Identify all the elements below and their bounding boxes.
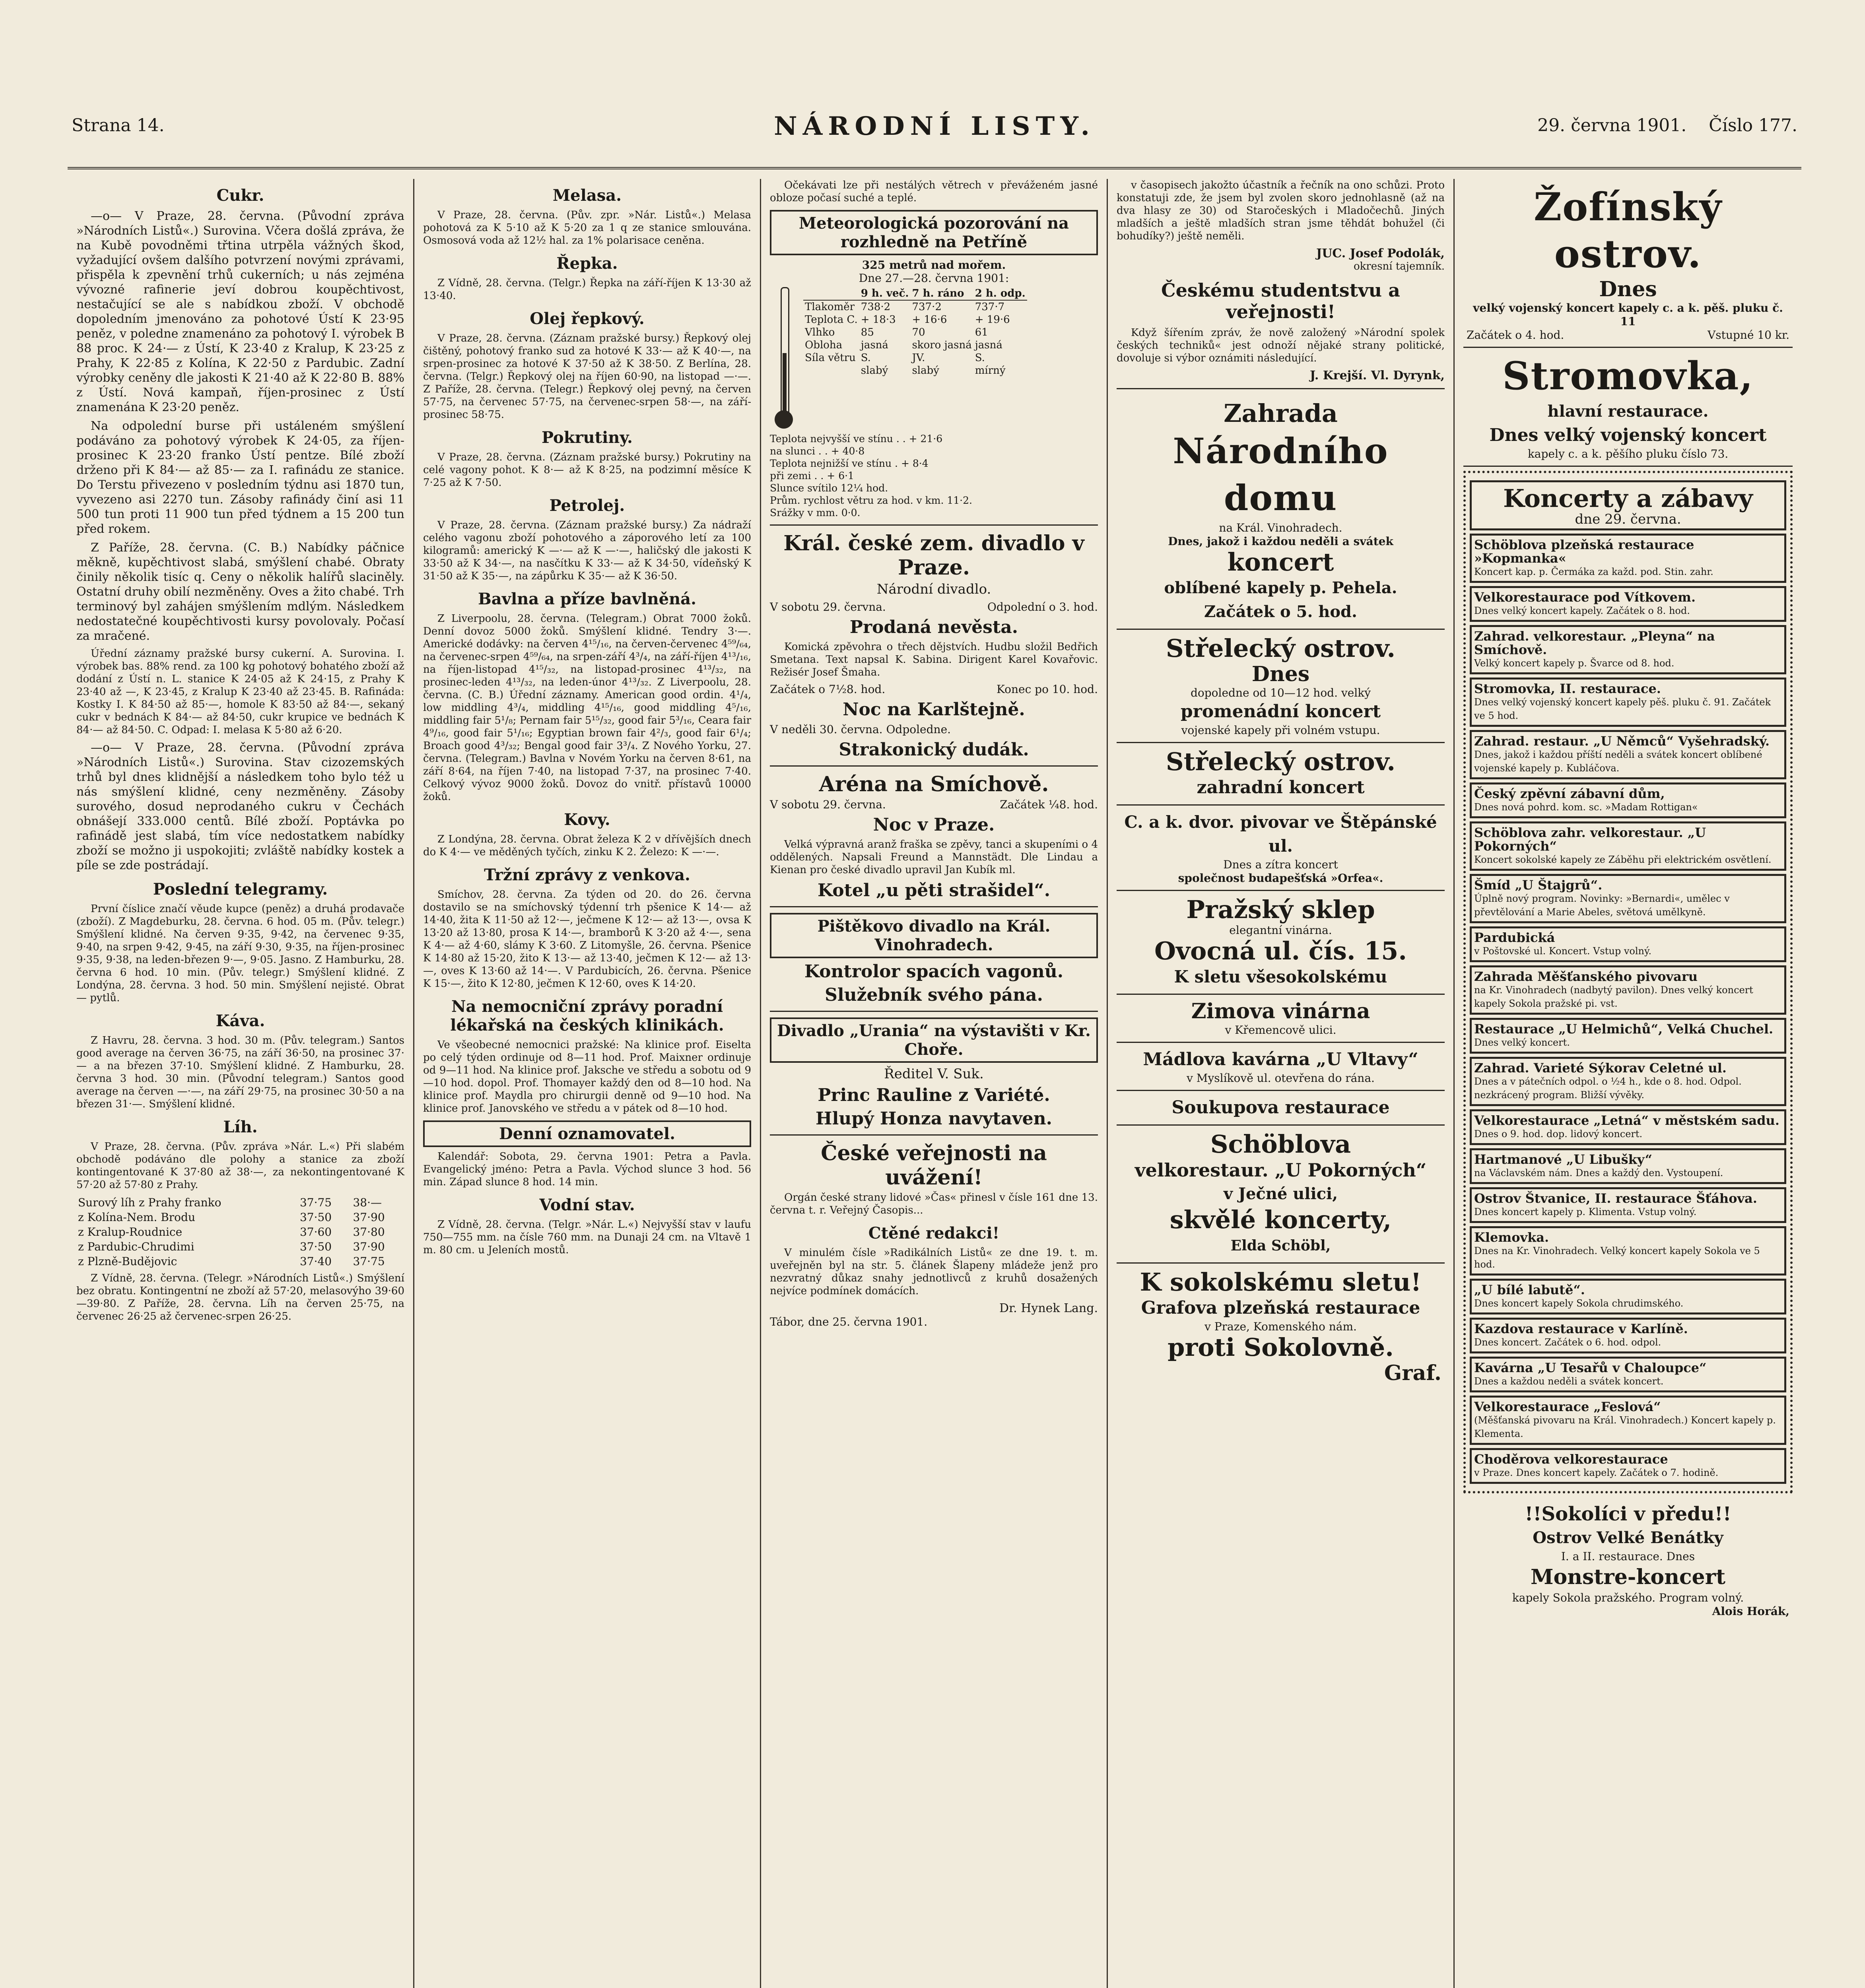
- listing-item: Pardubická v Poštovské ul. Koncert. Vstup volný.: [1470, 926, 1786, 962]
- ad-title: Schöblova: [1210, 1130, 1351, 1159]
- ad-madlova: [1117, 1043, 1445, 1091]
- ad-text: zahradní koncert: [1197, 777, 1365, 798]
- column-5-advertisements: [1455, 179, 1801, 1988]
- listing-item: Velkorestaurace pod Vítkovem. Dnes velký koncert kapely. Začátek o 8. hod.: [1470, 586, 1786, 622]
- play-title: Kontrolor spacích vagonů.: [804, 961, 1064, 982]
- ad-title: proti Sokolovně.: [1168, 1333, 1394, 1362]
- listing-item: Zahrad. restaur. „U Němců“ Vyšehradský. Dnes, jakož i každou příští neděli a svátek koncert oblíbené vojenské kapely p. Kubláčova.: [1470, 730, 1786, 779]
- article-title: České veřejnosti na uvážení!: [821, 1141, 1047, 1190]
- observations-date: Dne 27.—28. června 1901:: [859, 272, 1009, 285]
- ad-title: Soukupova restaurace: [1171, 1097, 1390, 1118]
- ad-narodni-dum: [1117, 395, 1445, 630]
- newspaper-title: NÁRODNÍ LISTY.: [774, 111, 1095, 141]
- listings-header: [1470, 480, 1786, 530]
- ad-schoblova: [1117, 1126, 1445, 1264]
- arena-title: Aréna na Smíchově.: [819, 772, 1049, 796]
- section-heading: Bavlna a příze bavlněná.: [478, 590, 697, 608]
- section-heading: Olej řepkový.: [530, 309, 645, 328]
- table-row: z Plzně-Budějovic 37·40 37·75: [78, 1255, 385, 1268]
- ad-text: promenádní koncert: [1180, 701, 1381, 722]
- section-text: Ve všeobecné nemocnici pražské: Na klinice prof. Eiselta po celý týden ordinuje od 8—11 hod. Prof. Maixner ordinuje od 9—11 hod. Na klinice prof. Jaksche ve středu a sobotu od 9—10 hod. dopol. Prof. Thomayer každý den od 8—10 hod. Na klinice prof. Maydla pro chirurgii denně od 9—10 hod. Na klinice prof. Janovského ve středu a v pátek od 8—10 hod.: [423, 1039, 751, 1114]
- listing-item: Stromovka, II. restaurace. Dnes velký vojenský koncert kapely pěš. pluku č. 91. Začátek ve 5 hod.: [1470, 678, 1786, 727]
- ad-zimova: [1117, 995, 1445, 1043]
- ad-title: Pražský sklep: [1186, 895, 1375, 924]
- ad-strelecky-ostrov-2: [1117, 743, 1445, 806]
- ad-soukupova: [1117, 1091, 1445, 1126]
- signature: JUC. Josef Podolák,: [1316, 247, 1445, 260]
- listing-item: Hartmanové „U Libušky“ na Václavském nám. Dnes a každý den. Vystoupení.: [1470, 1148, 1786, 1184]
- table-row: Surový líh z Prahy franko 37·75 38·—: [78, 1196, 382, 1209]
- ad-title: koncert: [1227, 547, 1334, 577]
- section-heading: Na nemocniční zprávy poradní lékařská na českých klinikách.: [450, 997, 724, 1035]
- ad-text: kapely c. a k. pěšího pluku číslo 73.: [1527, 447, 1729, 460]
- signature-role: okresní tajemník.: [1353, 260, 1445, 272]
- table-row: z Kolína-Nem. Brodu 37·50 37·90: [78, 1211, 385, 1224]
- observations-extra: Teplota nejvyšší ve stínu . . + 21·6 na slunci . . + 40·8 Teplota nejnižší ve stínu . + 8·4 při zemi . . + 6·1 Slunce svítilo 12¼ hod. Prům. rychlost větru za hod. v km. 11·2. Srážky v mm. 0·0.: [770, 433, 972, 518]
- listing-item: Šmíd „U Štajgrů“. Úplně nový program. Novinky: »Bernardi«, umělec v převtělování a Marie Abeles, světová umělkyně.: [1470, 874, 1786, 923]
- listings-date: dne 29. června.: [1575, 511, 1681, 527]
- play-title: Strakonický dudák.: [839, 740, 1029, 760]
- observations-subtitle: 325 metrů nad mořem.: [862, 258, 1006, 272]
- section-text: V Praze, 28. června. (Záznam pražské bursy.) Pokrutiny na celé vagony pohot. K 8·— až K 8·25, na podzimní měsíce K 7·25 až K 7·50.: [423, 451, 751, 489]
- section-text: Smíchov, 28. června. Za týden od 20. do 26. června dostavilo se na smíchovský týdenní trh pšenice K 14·— až 14·40, žita K 11·50 až 12·—, ječmene K 12·— až 13·—, ovsa K 13·20 až 13·80, prosa K 14·—, bramborů K 3·20 až 4·—, sena K 4·— až 4·60, slámy K 3·60. Z Litomyšle, 26. června. Pšenice K 14·80 až 15·20, žito K 13·— až 13·40, ječmen K 12·— až 13·—, oves K 13·60 až 14·—. V Pardubicích, 26. června. Pšenice K 15·—, žito K 12·80, ječmen K 12·60, oves K 14·20.: [423, 889, 751, 990]
- listing-item: Český zpěvní zábavní dům, Dnes nová pohrd. kom. sc. »Madam Rottigan«: [1470, 782, 1786, 818]
- table-row: z Kralup-Roudnice 37·60 37·80: [78, 1225, 385, 1239]
- play-title: Princ Rauline z Variété.: [818, 1085, 1050, 1105]
- signature: Alois Horák,: [1712, 1605, 1789, 1618]
- column-4-advertisements: [1108, 179, 1455, 1988]
- section-text: Úřední záznamy pražské bursy cukerní. A. Surovina. I. výrobek bas. 88% rend. za 100 kg pohotový bohatého zboží až dodání z Ústí n. L. stanice K 24·05 až K 24·15, z Prahy K 23·40 až —, K 23·45, z Kralup K 23·40 až 23·45. B. Rafináda: Kostky I. K 84·50 až 85·—, homole K 83·50 až 84·—, sekaný cukr v bednách K 84·— až 84·50, cukr krupice ve bednách K 84·— až 84·50. C. Odpad: I. melasa K 5·80 až 6·20.: [76, 648, 404, 736]
- section-text: Na odpolední burse při ustáleném smýšlení podáváno za pohotový výrobek K 24·05, za říjen-prosinec K 23·20 franko Ústí pentze. Bílé zboží drženo při K 84·— až 85·— za I. rafinádu ze stanice. Do Terstu přivezeno v posledním týdnu asi 1870 tun, vyvezeno asi 2270 tun. Zásoby rafinády činí asi 11 500 tun proti 11 900 tun před týdnem a 15 200 tun před rokem.: [76, 419, 404, 536]
- table-row: Tlakoměr 738·2 737·2 737·7: [805, 301, 1005, 313]
- section-text: V Praze, 28. června. (Pův. zpráva »Nár. L.«) Při slabém obchodě podáváno dle polohy a stanice za zboží kontingentované K 37·80 až 38·—, za nekontingentované K 57·20 až 57·80 z Prahy.: [76, 1141, 404, 1191]
- ad-pivovar: [1117, 806, 1445, 891]
- section-text: První číslice značí věude kupce (peněz) a druhá prodavače (zboží). Z Magdeburku, 28. června. 6 hod. 05 m. (Pův. telegr.) Smýšlení klidné. Na červen 9·35, 9·42, na červenec 9·35, 9·40, na srpen 9·42, 9·45, na září 9·30, 9·35, na říjen-prosinec 9·35, 9·38, na leden-březen 9·—, 9·05. Jasno. Z Hamburku, 28. června 6 hod. 10 min. (Pův. telegr.) Smýšlení klidné. Z Londýna, 28. června. 3 hod. 50 min. Smýšlení nejisté. Obrat — pytlů.: [76, 903, 404, 1004]
- ad-title: Střelecký ostrov.: [1166, 747, 1396, 776]
- section-text: V Praze, 28. června. (Záznam pražské bursy.) Řepkový olej čištěný, pohotový franko sud za hotové K 33·— až K 40·—, na srpen-prosinec za hotové K 37·50 až K 38·50. Z Berlína, 28. června. (Telgr.) Řepkový olej na říjen 60·90, na listopad —·—. Z Paříže, 28. června. (Telegr.) Řepkový olej pevný, na červen 57·75, na červenec 57·75, na červenec-srpen 58·—, na září-prosinec 58·75.: [423, 332, 751, 421]
- ad-text: Dnes: [1251, 662, 1310, 686]
- play-title: Noc na Karlštejně.: [843, 699, 1025, 720]
- ad-title: Monstre-koncert: [1530, 1565, 1726, 1589]
- section-text: Z Havru, 28. června. 3 hod. 30 m. (Pův. telegram.) Santos good average na červen 36·75, na září 36·50, na prosinec 37·— a na březen 37·10. Smýšlení klidné. Z Hamburku, 28. června 3 hod. 30 min. (Původní telegram.) Santos good average na červen —·—, na září 29·75, na prosinec 30·50 a na březen 31·—. Smýšlení klidné.: [76, 1035, 404, 1110]
- section-text: Z Paříže, 28. června. (C. B.) Nabídky páčnice měkně, kupěchtivost slabá, smýšlení chabé. Obraty činily několik tisíc q. Ceny o několik halířů slaciněly. Ostatní druhy obilí nezměněny. Oves a žito chabé. Trh terminový byl zahájen smýšlením mdlým. Následkem nedostatečné koupěchtivosti kursy povolovaly. Počasí za mračené.: [76, 541, 404, 643]
- section-heading: Melasa.: [552, 186, 622, 205]
- theatre-schedule: V sobotu 29. června. Odpolední o 3. hod.: [770, 600, 1098, 613]
- table-row: slabý slabý mírný: [861, 365, 1006, 377]
- issue-info: [1537, 115, 1797, 136]
- entertainment-listings: [1463, 471, 1793, 1493]
- section-text: V Praze, 28. června. (Záznam pražské bursy.) Za nádraží celého vagonu zboží pohotového a záporového letí za 100 kilogramů: americký K —·— až K —·—, haličský dle jakosti K 33·50 až K 34·—, na nasčítku K 33·— až K 34·50, vídeňský K 31·50 až K 35·—, na zápůrku K 35·— až K 36·50.: [423, 519, 751, 582]
- ad-text: v Ječné ulici,: [1223, 1184, 1338, 1203]
- table-row: Síla větru S. JV. S.: [805, 352, 985, 364]
- ad-title: Ostrov Velké Benátky: [1533, 1528, 1723, 1547]
- ad-title: Střelecký ostrov.: [1166, 634, 1396, 663]
- section-heading: Vodní stav.: [539, 1196, 635, 1214]
- theatre-subtitle: Národní divadlo.: [876, 581, 991, 597]
- section-heading: Petrolej.: [549, 496, 625, 515]
- listing-item: Zahrad. velkorestaur. „Pleyna“ na Smíchově. Velký koncert kapely p. Švarce od 8. hod.: [1470, 625, 1786, 674]
- thermometer-icon: [770, 287, 798, 430]
- ad-text: oblíbené kapely p. Pehela.: [1164, 579, 1397, 597]
- table-row: Vlhko 85 70 61: [805, 326, 988, 338]
- listing-item: Klemovka. Dnes na Kr. Vinohradech. Velký koncert kapely Sokola ve 5 hod.: [1470, 1226, 1786, 1276]
- table-row: Oblohа jasná skoro jasná jasná: [805, 339, 1002, 351]
- section-text: Kalendář: Sobota, 29. června 1901: Petra a Pavla. Evangelický jméno: Petra a Pavla. Východ slunce 3 hod. 56 min. Západ slunce 8 hod. 14 min.: [423, 1151, 751, 1188]
- ad-text: v Myslíkově ul. otevřena do rána.: [1187, 1072, 1375, 1085]
- section-heading: Líh.: [223, 1118, 258, 1136]
- columns: [68, 179, 1801, 1988]
- market-section: [76, 186, 404, 415]
- section-text: V Praze, 28. června. (Pův. zpr. »Nár. Listů«.) Melasa pohotová za K 5·10 až K 5·20 za 1 q ze stanice smlouvána. Osmosová voda až 12½ hal. za 1% polarisace ceněna.: [423, 209, 751, 247]
- section-text: —o— V Praze, 28. června. (Původní zpráva »Národních Listů«.) Surovina. Včera došlá zpráva, že na Kubě povodněmi třtina utrpěla vážných škod, vyžadující ovšem dalšího potvrzení novými zprávami, přispěla k zpevnění trhů cukerních; u nás zejména vývozné rafinerie jeví dobrou koupěchtivost, nestačující se ale s nabídkou zboží. V obchodě dopoledním jmenováno za pohotové Ústí K 23·95 peněz, v poledne znamenáno za pohotový I. výrobek B 88 proc. K 24·— z Ústí, K 23·40 z Kralup, K 23·25 z Prahy, K 22·85 z Kolína, K 22·50 z Pardubic. Zadní výrobky ceněny dle jakosti K 21·40 až K 22·80 B. 88% z Ústí. Nová kampaň, říjen-prosinec z Ústí znamenána K 23·20 peněz.: [76, 209, 404, 414]
- ad-text: velký vojenský koncert kapely c. a k. pěš. pluku č. 11: [1473, 301, 1783, 328]
- ad-stromovka: [1463, 348, 1793, 467]
- play-note: V neděli 30. června. Odpoledne.: [770, 723, 951, 736]
- arena-schedule: V sobotu 29. června. Začátek ¼8. hod.: [770, 798, 1098, 811]
- ad-text: hlavní restaurace.: [1547, 402, 1709, 421]
- play-title: Prodaná nevěsta.: [849, 617, 1018, 637]
- table-header: 9 h. več. 7 h. ráno 2 h. odp.: [803, 287, 1027, 300]
- section-heading-boxed: Denní oznamovatel.: [423, 1120, 751, 1147]
- play-note: Velká výpravná aranž fraška se zpěvy, tanci a skupeními o 4 oddělených. Napsali Freund a Mannstädt. Dle Lindau a Kienan pro české divadlo upravil Jan Kubík ml.: [770, 839, 1098, 876]
- ad-times: Začátek o 4. hod. Vstupné 10 kr.: [1467, 328, 1789, 342]
- section-text: Z Vídně, 28. června. (Telgr.) Řepka na září-říjen K 13·30 až 13·40.: [423, 277, 751, 302]
- listing-item: Schöblova plzeňská restaurace »Kopmanka« Koncert kap. p. Čermáka za každ. pod. Stin. zahr.: [1470, 534, 1786, 583]
- listing-item: Choděrova velkorestaurace v Praze. Dnes koncert kapely. Začátek o 7. hodině.: [1470, 1448, 1786, 1484]
- play-title: Noc v Praze.: [873, 815, 995, 835]
- article-text: v časopisech jakožto účastník a řečník na ono schůzi. Proto konstatuji zde, že jsem byl zvolen skoro jednohlasně (až na dva hlasy ze 30) od Staročeských i Mladočechů. Jiných mladších a ještě mladších stran jsme těhdát bohužel (či bohudíky?) ještě neměli.: [1117, 179, 1445, 242]
- article-title: Českému studentstvu a veřejnosti!: [1161, 280, 1400, 322]
- ad-title: Ovocná ul. čís. 15.: [1154, 936, 1407, 965]
- newspaper-page: [68, 99, 1801, 1988]
- page-number: Strana 14.: [72, 115, 165, 136]
- table-row: z Pardubic-Chrudimi 37·50 37·90: [78, 1240, 385, 1253]
- article-title: Ctěné redakci!: [868, 1224, 1000, 1242]
- ad-text: na Král. Vinohradech.: [1219, 521, 1342, 534]
- listing-item: Zahrad. Varieté Sýkorav Celetné ul. Dnes a v pátečních odpol. o ½4 h., kde o 8. hod. Odpol. nezkrácený program. Bližší vývěky.: [1470, 1057, 1786, 1106]
- urania-title: Divadlo „Urania“ na výstavišti v Kr. Choře.: [770, 1017, 1098, 1063]
- column-3-weather-theatre: [761, 179, 1108, 1988]
- weather-forecast: Očekávati lze při nestálých větrech v převáženém jasné obloze počasí suché a teplé.: [770, 179, 1098, 204]
- ad-title: Grafova plzeňská restaurace: [1141, 1298, 1420, 1318]
- ad-text: dopoledne od 10—12 hod. velký: [1190, 686, 1371, 699]
- ad-title: K sokolskému sletu!: [1140, 1268, 1422, 1297]
- theatre-title: Král. české zem. divadlo v Praze.: [783, 531, 1084, 580]
- ad-title: !!Sokolíci v předu!!: [1525, 1503, 1731, 1525]
- observations-table: [803, 287, 1027, 377]
- theatre-times: Začátek o 7½8. hod. Konec po 10. hod.: [770, 683, 1098, 696]
- column-2-market-reports: [414, 179, 761, 1988]
- ad-zofinsky-ostrov: [1463, 179, 1793, 348]
- ad-prazsky-sklep: [1117, 891, 1445, 995]
- ad-text: I. a II. restaurace. Dnes: [1561, 1550, 1695, 1563]
- ad-text: v Křemencově ulici.: [1225, 1023, 1337, 1037]
- article-text: Orgán české strany lidové »Čas« přinesl v čísle 161 dne 13. června t. r. Veřejný Časopis...: [770, 1192, 1098, 1216]
- section-text: Z Liverpoolu, 28. června. (Telegram.) Obrat 7000 žoků. Denní dovoz 5000 žoků. Smýšlení klidné. Tendry 3·—. Americké dodávky: na červen 4¹⁵/₁₆, na červen-červenec 4⁵⁹/₆₄, na červenec-srpen 4⁵⁹/₆₄, na srpen-září 4³/₄, na září-říjen 4¹³/₁₆, na říjen-listopad 4¹⁵/₃₂, na listopad-prosinec 4¹³/₃₂, na prosinec-leden 4¹³/₃₂, na leden-únor 4¹³/₃₂. Z Liverpoolu, 28. června. (C. B.) Úřední záznamy. American good ordin. 4¹/₄, low middling 4³/₄, middling 4¹⁵/₁₆, good middling 4⁵/₁₆, middling fair 5¹/₈; Pernam fair 5¹⁵/₃₂, good fair 5³/₁₆, Ceara fair 4⁹/₁₆, good fair 5¹/₁₆; Egyptian brown fair 4²/₃, good fair 6¹/₄; Broach good 4³/₃₂; Bengal good fair 3³/₄. Z Nového Yorku, 27. června. (Telegram.) Bavlna v Novém Yorku na červen 8·61, na září 8·64, na říjen 7·40, na listopad 7·37, na prosinec 7·40. Celkový vývoz 9000 žoků. Dovoz do vnitř. přístavů 10000 žoků.: [423, 613, 751, 803]
- signature: Dr. Hynek Lang.: [999, 1301, 1098, 1315]
- closing-text: Z Vídně, 28. června. (Telegr. »Národních Listů«.) Smýšlení bez obratu. Kontingentní ne zboží až 57·20, melasovýho 39·60—39·80. Z Paříže, 28. června. Líh na červen 25·75, na červenec 26·25 až červenec-srpen 26·25.: [76, 1272, 404, 1322]
- listing-item: Velkorestaurace „Letná“ v městském sadu. Dnes o 9. hod. dop. lidový koncert.: [1470, 1109, 1786, 1145]
- spirit-price-table: [76, 1195, 404, 1269]
- article-text: Když šířením zpráv, že nově založený »Národní spolek českých techniků« jest odnoží nějaké strany politické, dovoluje si výbor oznámiti následující.: [1117, 327, 1445, 364]
- listing-item: Ostrov Štvanice, II. restaurace Šťáhova. Dnes koncert kapely p. Klimenta. Vstup volný.: [1470, 1187, 1786, 1223]
- masthead: [68, 99, 1801, 169]
- ad-text: K sletu všesokolskému: [1174, 967, 1387, 986]
- listings-title: Koncerty a zábavy: [1503, 484, 1753, 513]
- ad-title: C. a k. dvor. pivovar ve Štěpánské ul.: [1124, 812, 1437, 856]
- section-heading: Kovy.: [564, 810, 610, 829]
- ad-title: Národního domu: [1173, 430, 1389, 518]
- listing-item: Schöblova zahr. velkorestaur. „U Pokorných“ Koncert sokolské kapely ze Záběhu při elektrickém osvětlení.: [1470, 821, 1786, 871]
- ad-title: Žofínský ostrov.: [1533, 184, 1722, 276]
- section-heading: Tržní zprávy z venkova.: [484, 866, 690, 884]
- play-title: Hlupý Honza navytaven.: [816, 1109, 1052, 1129]
- article-text: V minulém čísle »Radikálních Listů« ze dne 19. t. m. uveřejněn byl na str. 5. článek Šlapeny mládeže jenž pro nezvratný důkaz snahy jednotlivců z kruhů dosažených nejvíce podmínek domácích.: [770, 1247, 1098, 1297]
- closing-line: Tábor, dne 25. června 1901.: [770, 1315, 928, 1328]
- ad-text: Dnes, jakož i každou neděli a svátek: [1168, 535, 1393, 548]
- ad-text: Dnes: [1599, 277, 1657, 301]
- ad-grafova: [1117, 1264, 1445, 1390]
- section-heading: Cukr.: [216, 186, 264, 205]
- urania-subtitle: Ředitel V. Suk.: [884, 1066, 984, 1082]
- column-1-market-reports: [68, 179, 414, 1988]
- ad-text: Graf.: [1384, 1361, 1441, 1385]
- section-text: Z Londýna, 28. června. Obrat železa K 2 v dřívějších dnech do K 4·— ve měděných tyčích, zinku K 2. Železo: K —·—.: [423, 833, 751, 858]
- ad-text: v Praze, Komenského nám.: [1204, 1320, 1357, 1333]
- ad-text: vojenské kapely při volném vstupu.: [1181, 724, 1380, 737]
- section-text: Z Vídně, 28. června. (Telgr. »Nár. L.«) Nejvyšší stav v laufu 750—755 mm. na čísle 760 mm. na Dunaji 24 cm. na Vltavě 1 m. 80 cm. u Jeleních mostů.: [423, 1219, 751, 1256]
- ad-text: elegantní vinárna.: [1229, 924, 1332, 937]
- issue-date: 29. června 1901.: [1537, 115, 1687, 136]
- ad-title: Mádlova kavárna „U Vltavy“: [1143, 1049, 1418, 1070]
- ad-title: velkorestaur. „U Pokorných“: [1135, 1159, 1427, 1181]
- listing-item: Velkorestaurace „Feslová“ (Měšťanská pivovaru na Král. Vinohradech.) Koncert kapely p. Klementa.: [1470, 1396, 1786, 1445]
- play-title: Služebník svého pána.: [825, 985, 1043, 1005]
- ad-text: kapely Sokola pražského. Program volný.: [1512, 1591, 1744, 1604]
- ad-title: Stromovka,: [1502, 353, 1754, 398]
- section-heading: Poslední telegramy.: [153, 880, 328, 899]
- ad-strelecky-ostrov: [1117, 630, 1445, 743]
- observations-title: Meteorologická pozorování na rozhledně na Petříně: [770, 210, 1098, 255]
- ad-text: Elda Schöbl,: [1230, 1237, 1331, 1254]
- section-heading: Káva.: [216, 1011, 265, 1030]
- ad-text: Dnes velký vojenský koncert: [1489, 425, 1767, 445]
- section-heading: Řepka.: [556, 254, 618, 273]
- ad-velke-benatky: [1463, 1497, 1793, 1623]
- section-heading: Pokrutiny.: [542, 428, 633, 447]
- listing-item: „U bílé labutě“. Dnes koncert kapely Sokola chrudimského.: [1470, 1279, 1786, 1314]
- listing-item: Kazdova restaurace v Karlíně. Dnes koncert. Začátek o 6. hod. odpol.: [1470, 1318, 1786, 1353]
- listing-item: Kavárna „U Tesařů v Chaloupce“ Dnes a každou neděli a svátek koncert.: [1470, 1357, 1786, 1392]
- ad-title: Zahrada: [1224, 399, 1338, 428]
- ad-text: Začátek o 5. hod.: [1204, 602, 1357, 621]
- play-title: Kotel „u pěti strašidel“.: [817, 880, 1051, 901]
- ad-text: Dnes a zítra koncert: [1223, 858, 1338, 871]
- section-text: —o— V Praze, 28. června. (Původní zpráva »Národních Listů«.) Surovina. Stav cizozemských trhů byl dnes klidnější a následkem toho bylo též u nás smýšlení klidné, ceny nezměněny. Zásoby surového, dosud neprodaného cukru v Čechách obnášejí 333.000 centů. Bílé zboží. Poptávka po rafinádě jest slabá, tím více nedostatkem nabídky zboží se možno ji uspokojiti; zvláště nabídky kostek a píle se zde postrádají.: [76, 741, 404, 872]
- listing-item: Restaurace „U Helmichů“, Velká Chuchel. Dnes velký koncert.: [1470, 1018, 1786, 1054]
- ad-title: Zimova vinárna: [1191, 999, 1370, 1023]
- ad-title: skvělé koncerty,: [1170, 1205, 1392, 1234]
- ad-text: společnost budapešťská »Orfea«.: [1178, 872, 1383, 885]
- issue-number: Číslo 177.: [1709, 115, 1797, 136]
- pistek-title: Pištěkovo divadlo na Král. Vinohradech.: [770, 913, 1098, 958]
- table-row: Teplota C. + 18·3 + 16·6 + 19·6: [805, 314, 1010, 326]
- signature: J. Krejší. Vl. Dyrynk,: [1309, 369, 1445, 382]
- listing-item: Zahrada Měšťanského pivovaru na Kr. Vinohradech (nadbytý pavilon). Dnes velký koncert kapely Sokola pražské pi. vst.: [1470, 965, 1786, 1015]
- play-note: Komická zpěvohra o třech dějstvích. Hudbu složil Bedřich Smetana. Text napsal K. Sabina. Dirigent Karel Kovařovic. Režisér Josef Šmaha.: [770, 641, 1098, 678]
